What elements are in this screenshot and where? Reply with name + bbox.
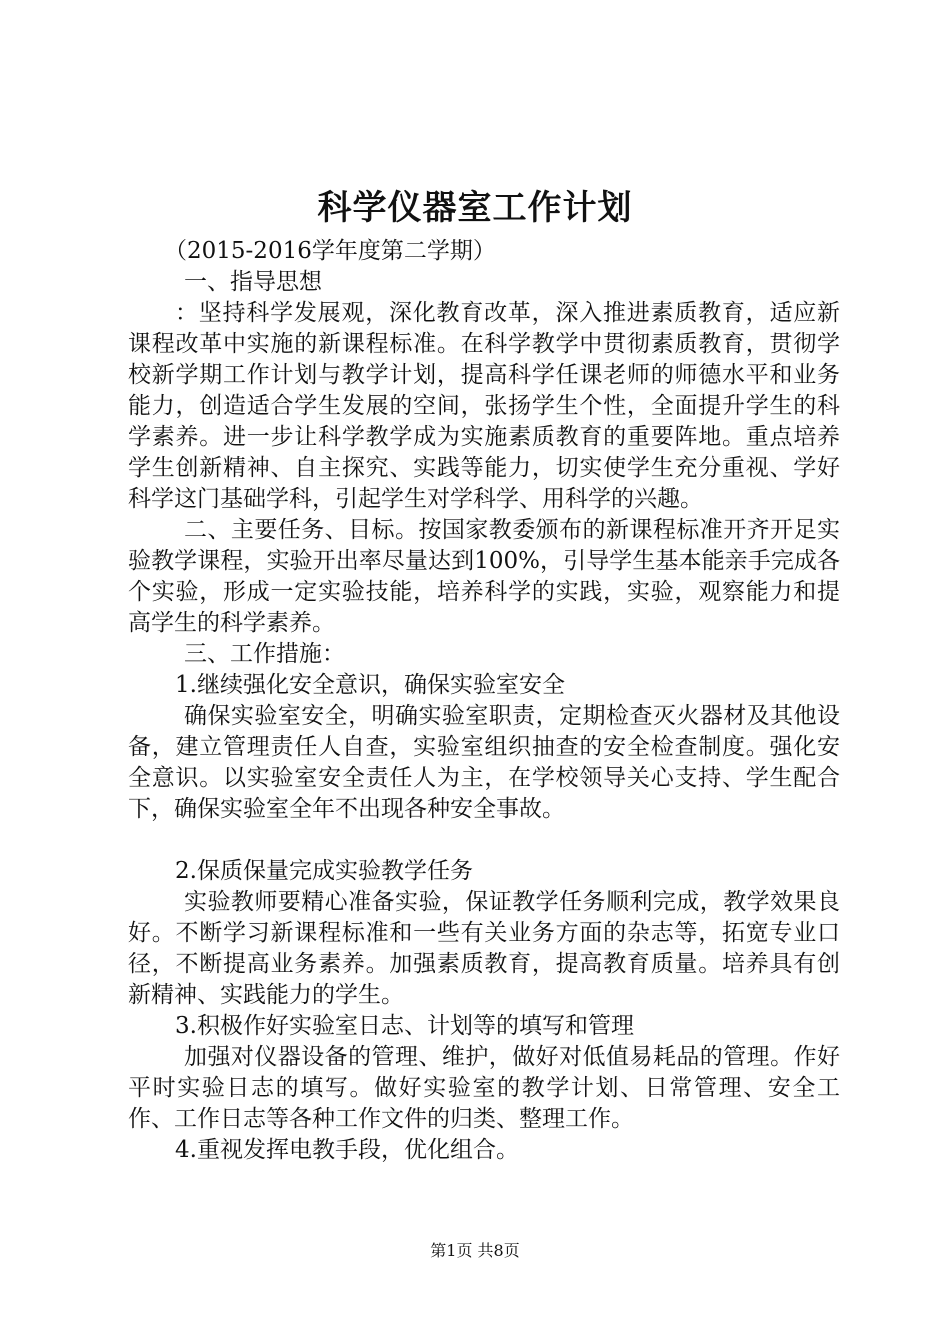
measure-3-body: 加强对仪器设备的管理、维护，做好对低值易耗品的管理。作好平时实验日志的填写。做好实验室的教学计划、日常管理、安全工作、工作日志等各种工作文件的归类、整理工作。	[128, 1044, 840, 1132]
paragraph-gap	[128, 825, 840, 856]
term-line: （2015-2016学年度第二学期）	[164, 238, 496, 264]
section-2-body: 二、主要任务、目标。按国家教委颁布的新课程标准开齐开足实验教学课程，实验开出率尽量达到100%，引导学生基本能亲手完成各个实验，形成一定实验技能，培养科学的实践，实验，观察能力和提高学生的科学素养。	[128, 517, 840, 636]
measure-2-heading: 2.保质保量完成实验教学任务	[175, 858, 473, 884]
measure-1-body: 确保实验室安全，明确实验室职责，定期检查灭火器材及其他设备，建立管理责任人自查，实验室组织抽查的安全检查制度。强化安全意识。以实验室安全责任人为主，在学校领导关心支持、学生配合下，确保实验室全年不出现各种安全事故。	[128, 703, 840, 822]
measure-3-heading: 3.积极作好实验室日志、计划等的填写和管理	[175, 1013, 634, 1039]
measure-4-heading: 4.重视发挥电教手段，优化组合。	[175, 1137, 519, 1163]
page-footer: 第1页 共8页	[430, 1241, 520, 1260]
section-1-body: ：坚持科学发展观，深化教育改革，深入推进素质教育，适应新课程改革中实施的新课程标准。在科学教学中贯彻素质教育，贯彻学校新学期工作计划与教学计划，提高科学任课老师的师德水平和业务能力，创造适合学生发展的空间，张扬学生个性，全面提升学生的科学素养。进一步让科学教学成为实施素质教育的重要阵地。重点培养学生创新精神、自主探究、实践等能力，切实使学生充分重视、学好科学这门基础学科，引起学生对学科学、用科学的兴趣。	[128, 300, 840, 512]
measure-2-body: 实验教师要精心准备实验，保证教学任务顺利完成，教学效果良好。不断学习新课程标准和一些有关业务方面的杂志等，拓宽专业口径，不断提高业务素养。加强素质教育，提高教育质量。培养具有创新精神、实践能力的学生。	[128, 889, 840, 1008]
section-1-heading: 一、指导思想	[184, 269, 322, 295]
document-title: 科学仪器室工作计划	[317, 188, 633, 228]
measure-1-heading: 1.继续强化安全意识，确保实验室安全	[175, 672, 565, 698]
section-3-heading: 三、工作措施：	[184, 641, 345, 667]
document-body	[128, 236, 840, 1166]
